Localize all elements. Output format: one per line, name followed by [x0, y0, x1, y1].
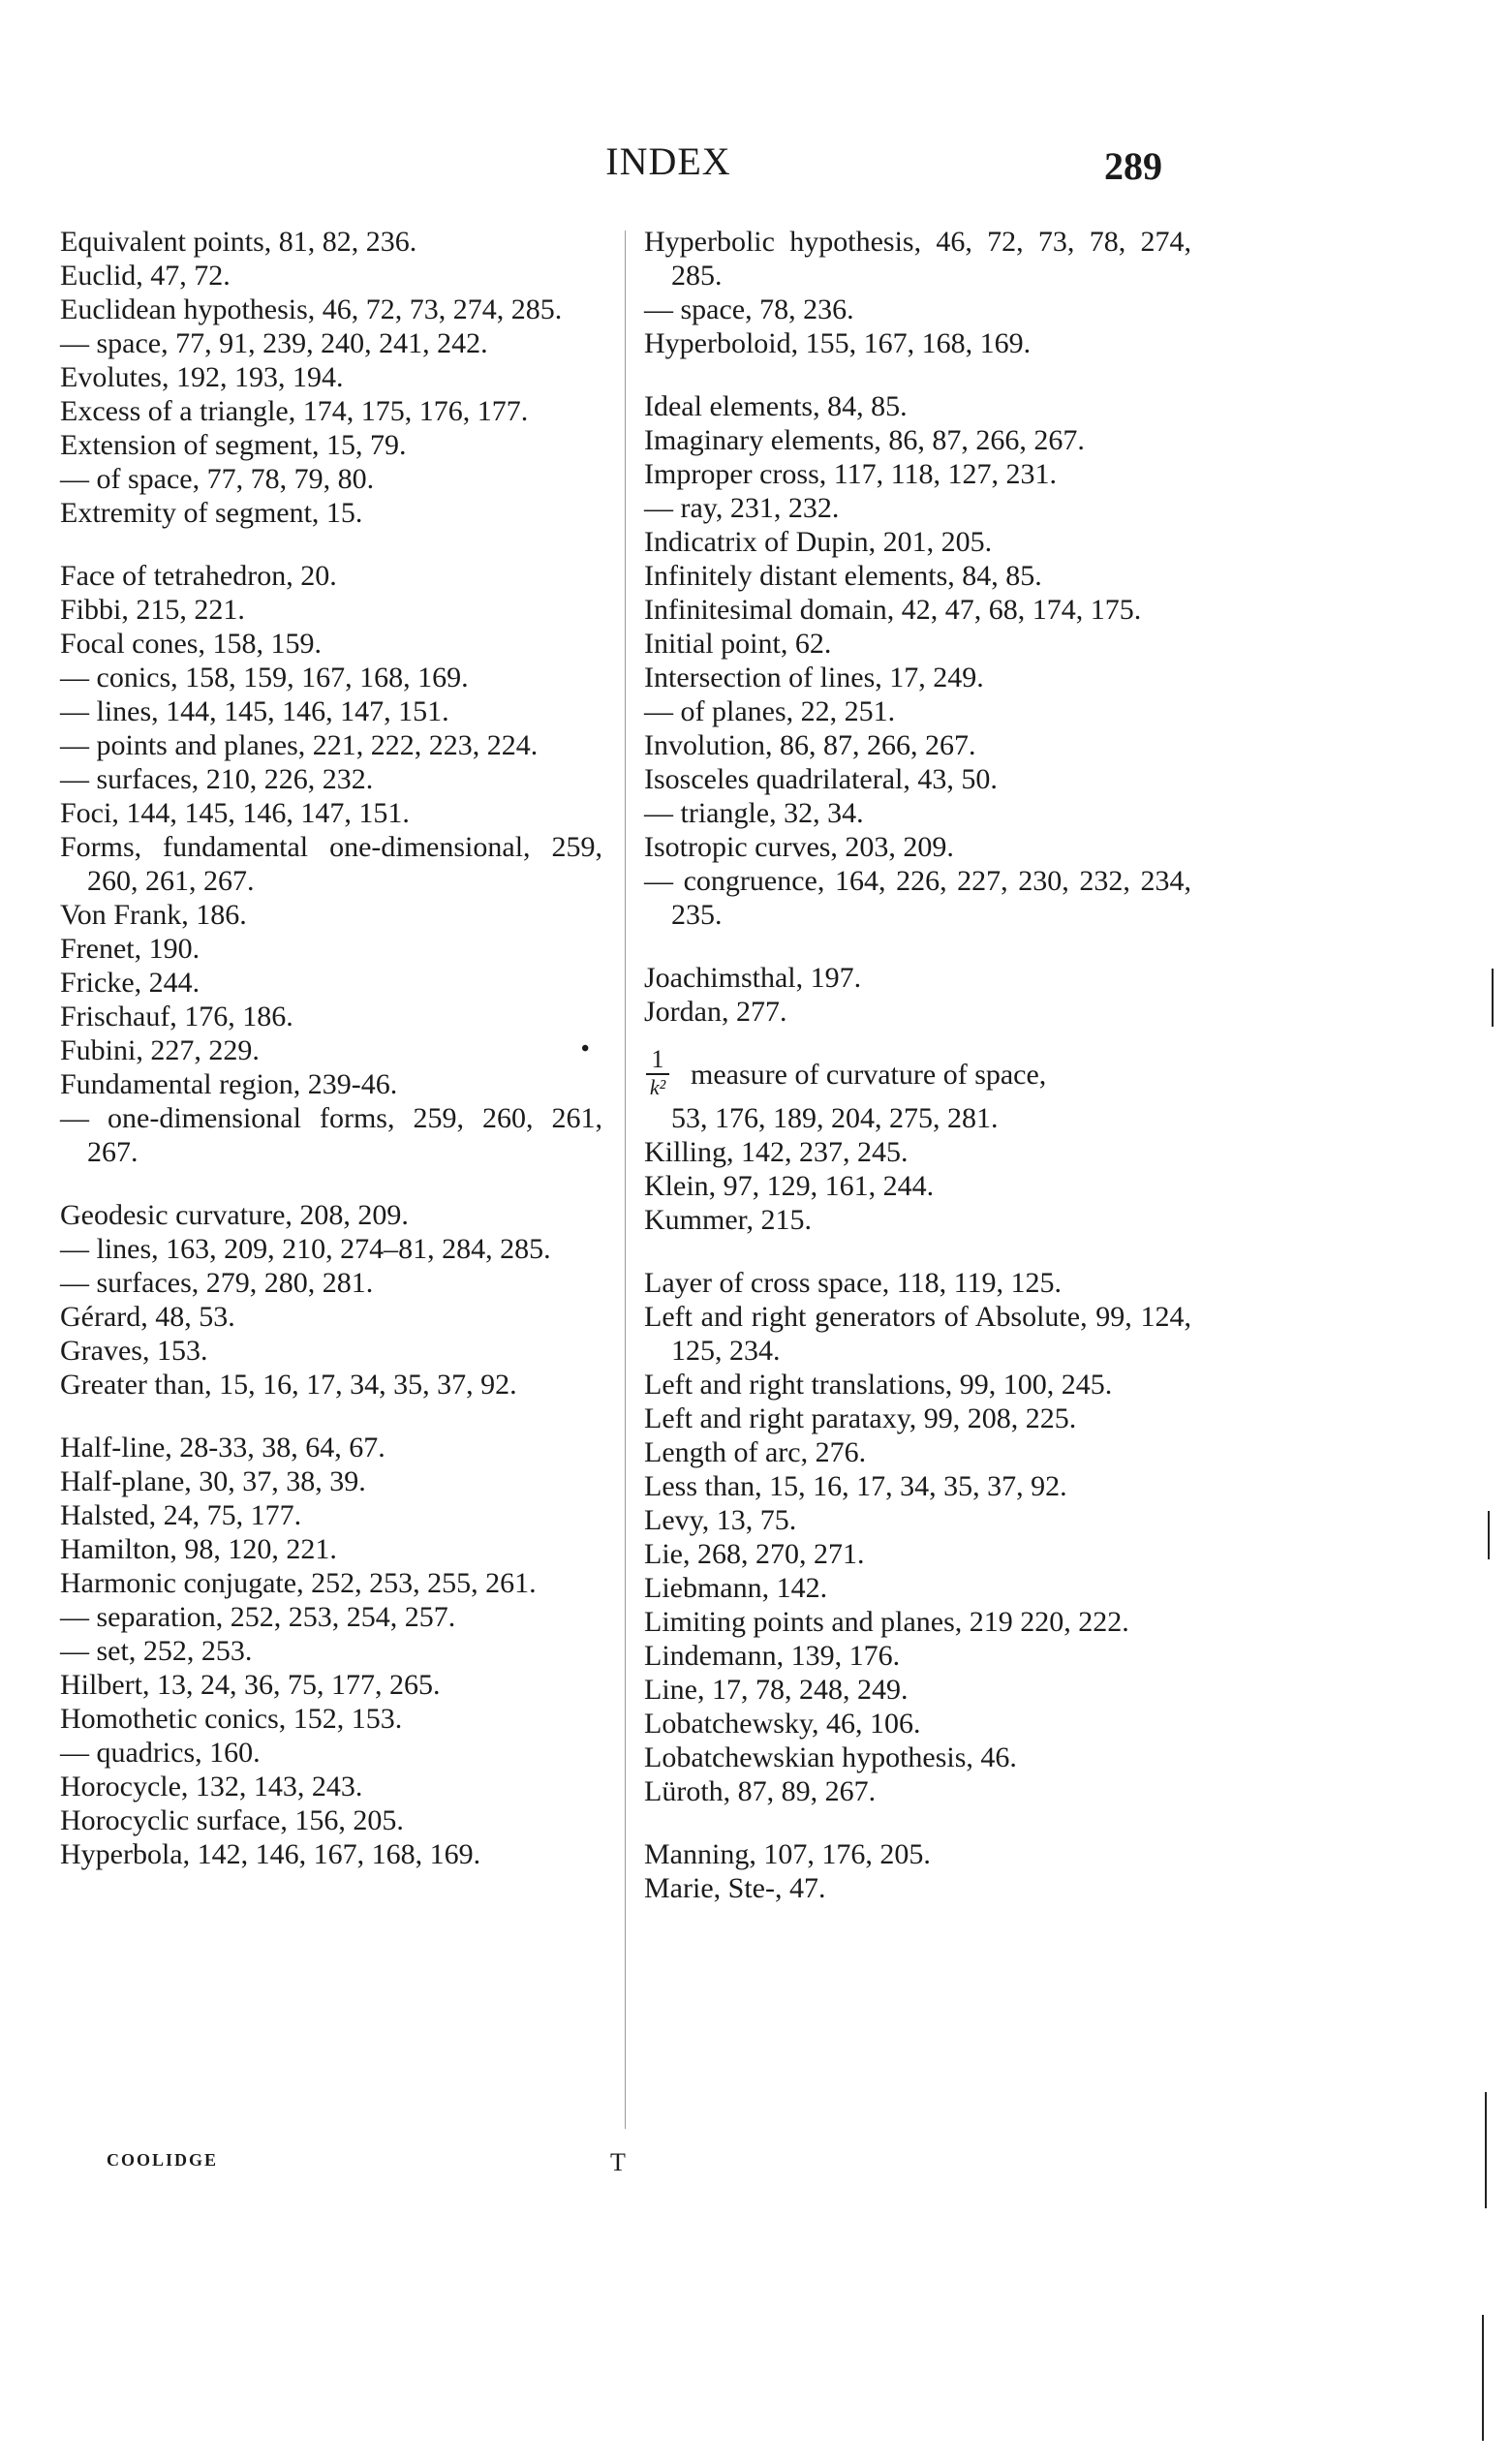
index-entry: Left and right parataxy, 99, 208, 225.: [644, 1402, 1077, 1434]
index-entry: Lobatchewskian hypothesis, 46.: [644, 1741, 1017, 1773]
index-entry: Harmonic conjugate, 252, 253, 255, 261.: [60, 1567, 537, 1599]
index-entry: — conics, 158, 159, 167, 168, 169.: [60, 662, 469, 693]
index-entry: Infinitely distant elements, 84, 85.: [644, 560, 1042, 592]
index-entry: Marie, Ste-, 47.: [644, 1872, 826, 1904]
index-entry: Frischauf, 176, 186.: [60, 1001, 293, 1032]
index-entry: — triangle, 32, 34.: [644, 797, 864, 829]
index-entry: Lüroth, 87, 89, 267.: [644, 1775, 877, 1807]
section-gap: [644, 1237, 1191, 1266]
index-entry: Extension of segment, 15, 79.: [60, 429, 407, 461]
index-entry: Extremity of segment, 15.: [60, 497, 363, 529]
index-entry: Gérard, 48, 53.: [60, 1301, 235, 1333]
scan-edge-artifact: [1485, 2092, 1487, 2208]
index-entry: — of planes, 22, 251.: [644, 695, 896, 727]
index-entry: Limiting points and planes, 219 220, 222.: [644, 1606, 1129, 1638]
index-entry: Halsted, 24, 75, 177.: [60, 1499, 302, 1531]
section-gap: [644, 1029, 1191, 1058]
section-gap: [644, 360, 1191, 389]
index-entry: — ray, 231, 232.: [644, 492, 840, 524]
index-entry: Fibbi, 215, 221.: [60, 594, 245, 626]
index-entry: Layer of cross space, 118, 119, 125.: [644, 1267, 1062, 1299]
index-entry: Face of tetrahedron, 20.: [60, 560, 337, 592]
index-entry: Left and right translations, 99, 100, 245.: [644, 1369, 1113, 1401]
right-column-part-b: [644, 1135, 1191, 1905]
fraction-denominator: k²: [649, 1075, 666, 1099]
index-entry: — space, 78, 236.: [644, 293, 854, 325]
index-entry: Left and right generators of Absolute, 99, 124, 125, 234.: [644, 1301, 1191, 1367]
fraction-entry-continuation: 53, 176, 189, 204, 275, 281.: [671, 1102, 999, 1134]
index-entry: Evolutes, 192, 193, 194.: [60, 361, 344, 393]
section-gap: [644, 1808, 1191, 1837]
index-entry: Euclid, 47, 72.: [60, 260, 231, 292]
right-index-column: [644, 225, 1191, 1905]
index-entry: — set, 252, 253.: [60, 1635, 253, 1667]
index-entry: Imaginary elements, 86, 87, 266, 267.: [644, 424, 1085, 456]
fraction-numerator: 1: [651, 1045, 664, 1073]
index-entry: Von Frank, 186.: [60, 899, 247, 931]
index-entry: Initial point, 62.: [644, 628, 832, 660]
page-number: 289: [1104, 144, 1162, 188]
index-entry: Graves, 153.: [60, 1335, 208, 1367]
ink-mark: •: [581, 1036, 590, 1062]
index-entry: Intersection of lines, 17, 249.: [644, 662, 984, 693]
index-entry: Forms, fundamental one-dimensional, 259, 260, 261, 267.: [60, 831, 602, 897]
index-entry: Length of arc, 276.: [644, 1436, 867, 1468]
section-gap: [60, 530, 602, 559]
index-entry: Lobatchewsky, 46, 106.: [644, 1708, 921, 1740]
index-entry: Focal cones, 158, 159.: [60, 628, 322, 660]
column-divider: [625, 231, 626, 2129]
index-entry: Kummer, 215.: [644, 1204, 812, 1236]
index-entry: — separation, 252, 253, 254, 257.: [60, 1601, 456, 1633]
index-entry: Jordan, 277.: [644, 996, 787, 1028]
right-column-part-a: [644, 225, 1191, 1058]
index-entry: Levy, 13, 75.: [644, 1504, 797, 1536]
index-entry: — points and planes, 221, 222, 223, 224.: [60, 729, 539, 761]
left-index-column: [60, 225, 602, 1871]
index-entry: Hyperbolic hypothesis, 46, 72, 73, 78, 274, 285.: [644, 226, 1191, 292]
section-gap: [60, 1169, 602, 1198]
index-entry: — one-dimensional forms, 259, 260, 261, 267.: [60, 1102, 602, 1168]
index-entry: — of space, 77, 78, 79, 80.: [60, 463, 375, 495]
index-entry: Fricke, 244.: [60, 967, 200, 999]
index-entry: Killing, 142, 237, 245.: [644, 1136, 909, 1168]
index-entry: Frenet, 190.: [60, 933, 200, 965]
index-entry: Involution, 86, 87, 266, 267.: [644, 729, 976, 761]
index-entry: — surfaces, 279, 280, 281.: [60, 1267, 374, 1299]
index-entry: — lines, 163, 209, 210, 274–81, 284, 285.: [60, 1233, 551, 1265]
index-entry: Lie, 268, 270, 271.: [644, 1538, 865, 1570]
index-entry: Improper cross, 117, 118, 127, 231.: [644, 458, 1058, 490]
index-entry: Euclidean hypothesis, 46, 72, 73, 274, 285.: [60, 293, 563, 325]
index-entry: Line, 17, 78, 248, 249.: [644, 1674, 909, 1706]
fraction-one-over-k-squared: [644, 1046, 671, 1100]
index-entry: Half-line, 28-33, 38, 64, 67.: [60, 1432, 385, 1463]
index-entry: — space, 77, 91, 239, 240, 241, 242.: [60, 327, 488, 359]
index-entry: Isotropic curves, 203, 209.: [644, 831, 954, 863]
index-entry: Homothetic conics, 152, 153.: [60, 1703, 403, 1735]
index-entry: Less than, 15, 16, 17, 34, 35, 37, 92.: [644, 1470, 1067, 1502]
index-entry: Ideal elements, 84, 85.: [644, 390, 908, 422]
section-gap: [644, 932, 1191, 961]
index-entry: Fubini, 227, 229.: [60, 1034, 260, 1066]
index-entry: Hyperboloid, 155, 167, 168, 169.: [644, 327, 1032, 359]
signature-mark: T: [610, 2148, 626, 2176]
index-entry: Fundamental region, 239-46.: [60, 1068, 398, 1100]
index-entry: — quadrics, 160.: [60, 1737, 261, 1769]
footer-author: COOLIDGE: [107, 2150, 219, 2170]
index-entry: Lindemann, 139, 176.: [644, 1640, 901, 1672]
index-entry: Excess of a triangle, 174, 175, 176, 177.: [60, 395, 529, 427]
index-entry: Isosceles quadrilateral, 43, 50.: [644, 763, 998, 795]
index-entry: Equivalent points, 81, 82, 236.: [60, 226, 417, 258]
scan-edge-artifact: [1492, 969, 1494, 1027]
fraction-index-entry: [644, 1045, 1191, 1099]
index-entry: Klein, 97, 129, 161, 244.: [644, 1170, 935, 1202]
page-title: INDEX: [605, 139, 731, 183]
index-entry: Horocycle, 132, 143, 243.: [60, 1771, 363, 1802]
index-entry: — congruence, 164, 226, 227, 230, 232, 234, 235.: [644, 865, 1191, 931]
index-entry: Foci, 144, 145, 146, 147, 151.: [60, 797, 410, 829]
index-entry: Hyperbola, 142, 146, 167, 168, 169.: [60, 1838, 481, 1870]
scan-edge-artifact: [1488, 1511, 1490, 1559]
index-entry: Hamilton, 98, 120, 221.: [60, 1533, 337, 1565]
index-entry: Hilbert, 13, 24, 36, 75, 177, 265.: [60, 1669, 441, 1701]
index-entry: Indicatrix of Dupin, 201, 205.: [644, 526, 993, 558]
index-entry: Half-plane, 30, 37, 38, 39.: [60, 1465, 366, 1497]
index-entry: Horocyclic surface, 156, 205.: [60, 1804, 404, 1836]
index-entry: Greater than, 15, 16, 17, 34, 35, 37, 92.: [60, 1369, 517, 1401]
section-gap: [60, 1401, 602, 1431]
index-entry: Joachimsthal, 197.: [644, 962, 862, 994]
index-entry: Geodesic curvature, 208, 209.: [60, 1199, 409, 1231]
index-entry: — surfaces, 210, 226, 232.: [60, 763, 374, 795]
index-entry: Manning, 107, 176, 205.: [644, 1838, 931, 1870]
index-entry: — lines, 144, 145, 146, 147, 151.: [60, 695, 449, 727]
fraction-entry-text: measure of curvature of space,: [691, 1059, 1047, 1091]
index-entry: Infinitesimal domain, 42, 47, 68, 174, 175.: [644, 594, 1142, 626]
scan-edge-artifact: [1482, 2315, 1484, 2441]
index-entry: Liebmann, 142.: [644, 1572, 828, 1604]
